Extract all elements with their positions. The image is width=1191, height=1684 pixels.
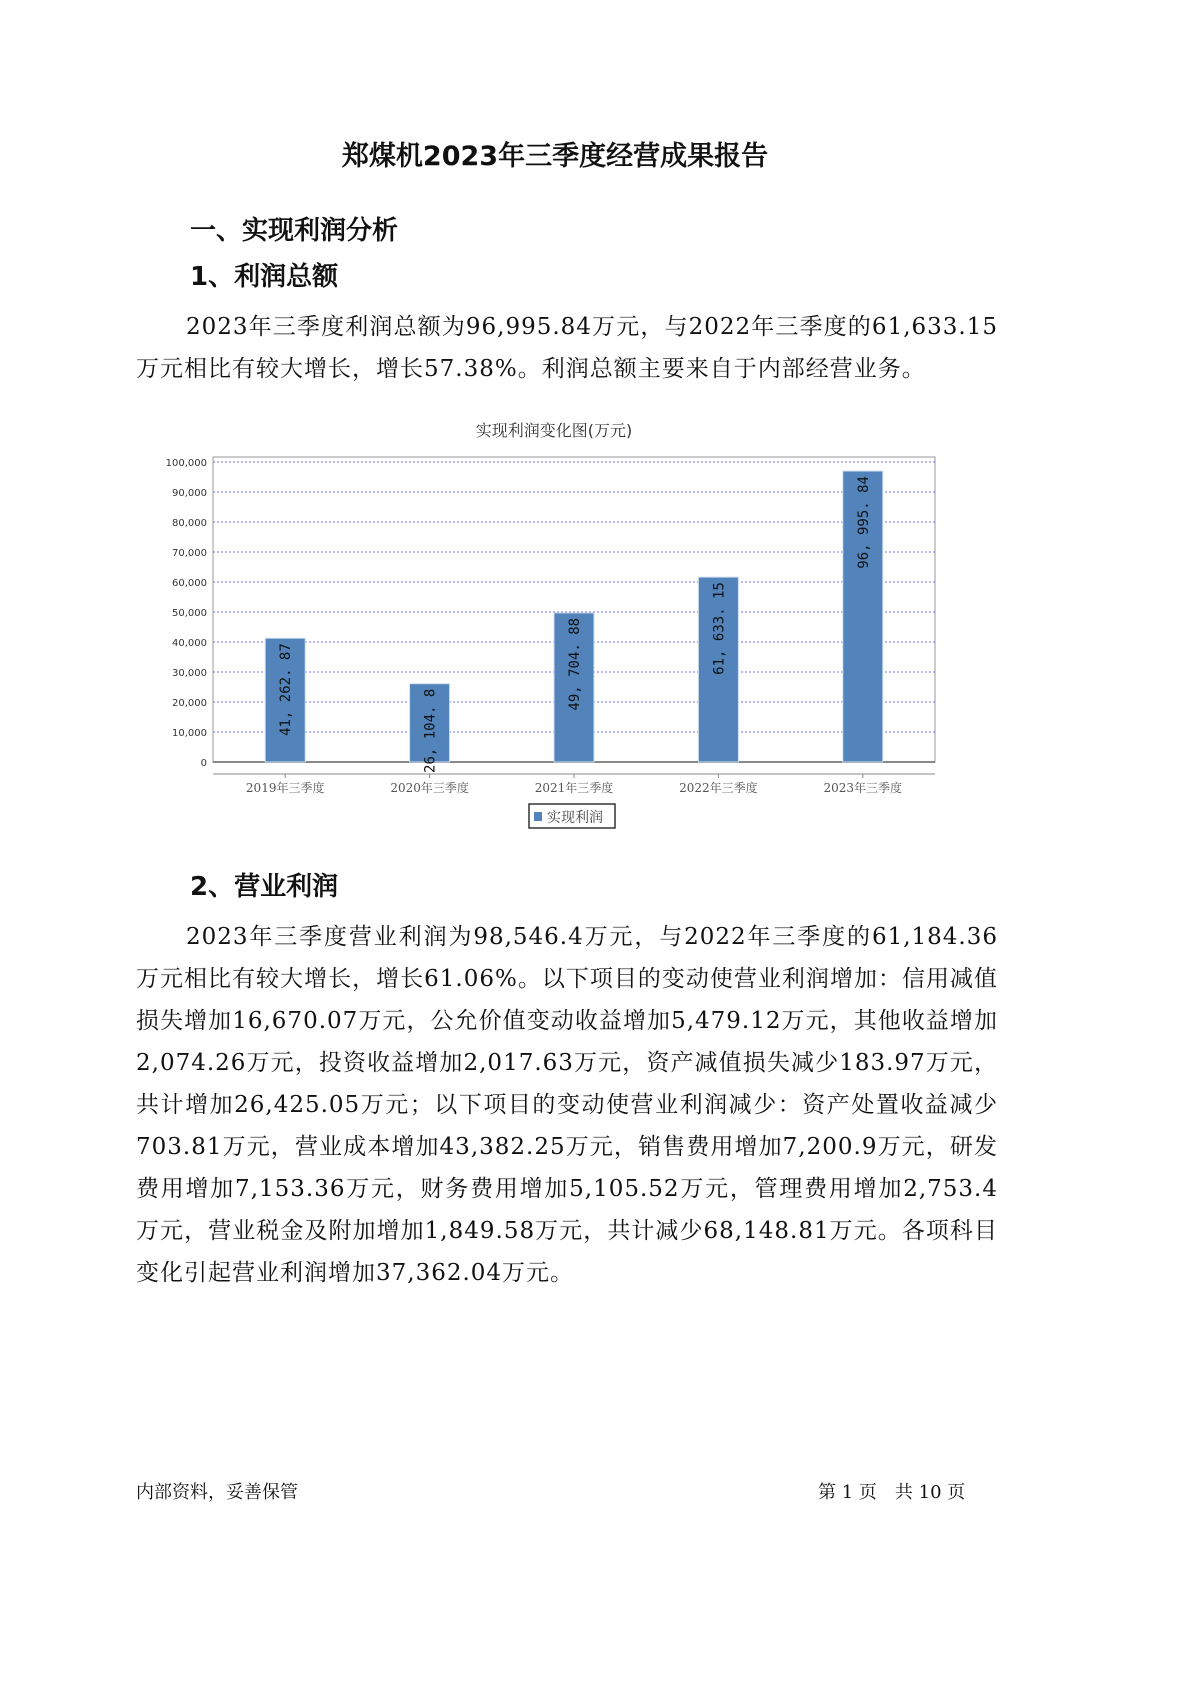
y-tick-label: 60,000 [172, 578, 207, 589]
y-tick-label: 70,000 [172, 548, 207, 559]
profit-bar-chart [150, 410, 970, 840]
section-heading: 一、实现利润分析 [190, 216, 399, 246]
x-tick-label: 2023年三季度 [823, 781, 903, 795]
y-tick-label: 0 [200, 758, 207, 769]
y-tick-label: 90,000 [172, 488, 207, 499]
report-title: 郑煤机2023年三季度经营成果报告 [341, 141, 769, 172]
y-tick-label: 30,000 [172, 668, 207, 679]
bar-value-label: 61, 633. 15 [711, 582, 728, 675]
x-tick-label: 2020年三季度 [390, 781, 469, 795]
y-tick-label: 40,000 [172, 638, 207, 649]
bar-value-label: 26, 104. 8 [422, 688, 439, 773]
y-tick-label: 100,000 [165, 458, 207, 469]
y-tick-label: 20,000 [172, 698, 207, 709]
chart-title: 实现利润变化图(万元) [475, 421, 633, 440]
y-tick-label: 50,000 [172, 608, 207, 619]
bar-value-label: 96, 995. 84 [855, 476, 872, 569]
x-tick-label: 2021年三季度 [534, 781, 614, 795]
total-profit-paragraph: 2023年三季度利润总额为96,995.84万元，与2022年三季度的61,633.15万元相比有较大增长，增长57.38%。利润总额主要来自于内部经营业务。 [136, 314, 998, 382]
bar-value-label: 49, 704. 88 [567, 617, 583, 711]
footer-confidential: 内部资料，妥善保管 [136, 1482, 298, 1503]
x-tick-label: 2019年三季度 [245, 781, 325, 795]
bar-value-label: 41, 262. 87 [278, 643, 295, 736]
x-tick-label: 2022年三季度 [679, 781, 758, 795]
y-tick-label: 10,000 [172, 728, 207, 739]
operating-profit-paragraph: 2023年三季度营业利润为98,546.4万元，与2022年三季度的61,184.36万元相比有较大增长，增长61.06%。以下项目的变动使营业利润增加：信用减值损失增加16,670.07万元，公允价值变动收益增加5,479.12万元，其他收益增加2,074.26万元，投资收益增加2,017.63万元，资产减值损失减少183.97万元，共计增加26,425.05万元；以下项目的变动使营业利润减少：资产处置收益减少703.81万元，营业成本增加43,382.25万元，销售费用增加7,200.9万元，研发费用增加7,153.36万元，财务费用增加5,105.52万元，管理费用增加2,753.4万元，营业税金及附加增加1,849.58万元，共计减少68,148.81万元。各项科目变化引起营业利润增加37,362.04万元。 [136, 924, 998, 1286]
legend-label: 实现利润 [547, 810, 603, 826]
subsection-heading-operating-profit: 2、营业利润 [190, 872, 339, 902]
legend-swatch [534, 812, 542, 821]
subsection-heading-total-profit: 1、利润总额 [190, 262, 339, 292]
footer-page-number: 第 1 页 共 10 页 [818, 1482, 966, 1503]
y-tick-label: 80,000 [172, 518, 207, 529]
